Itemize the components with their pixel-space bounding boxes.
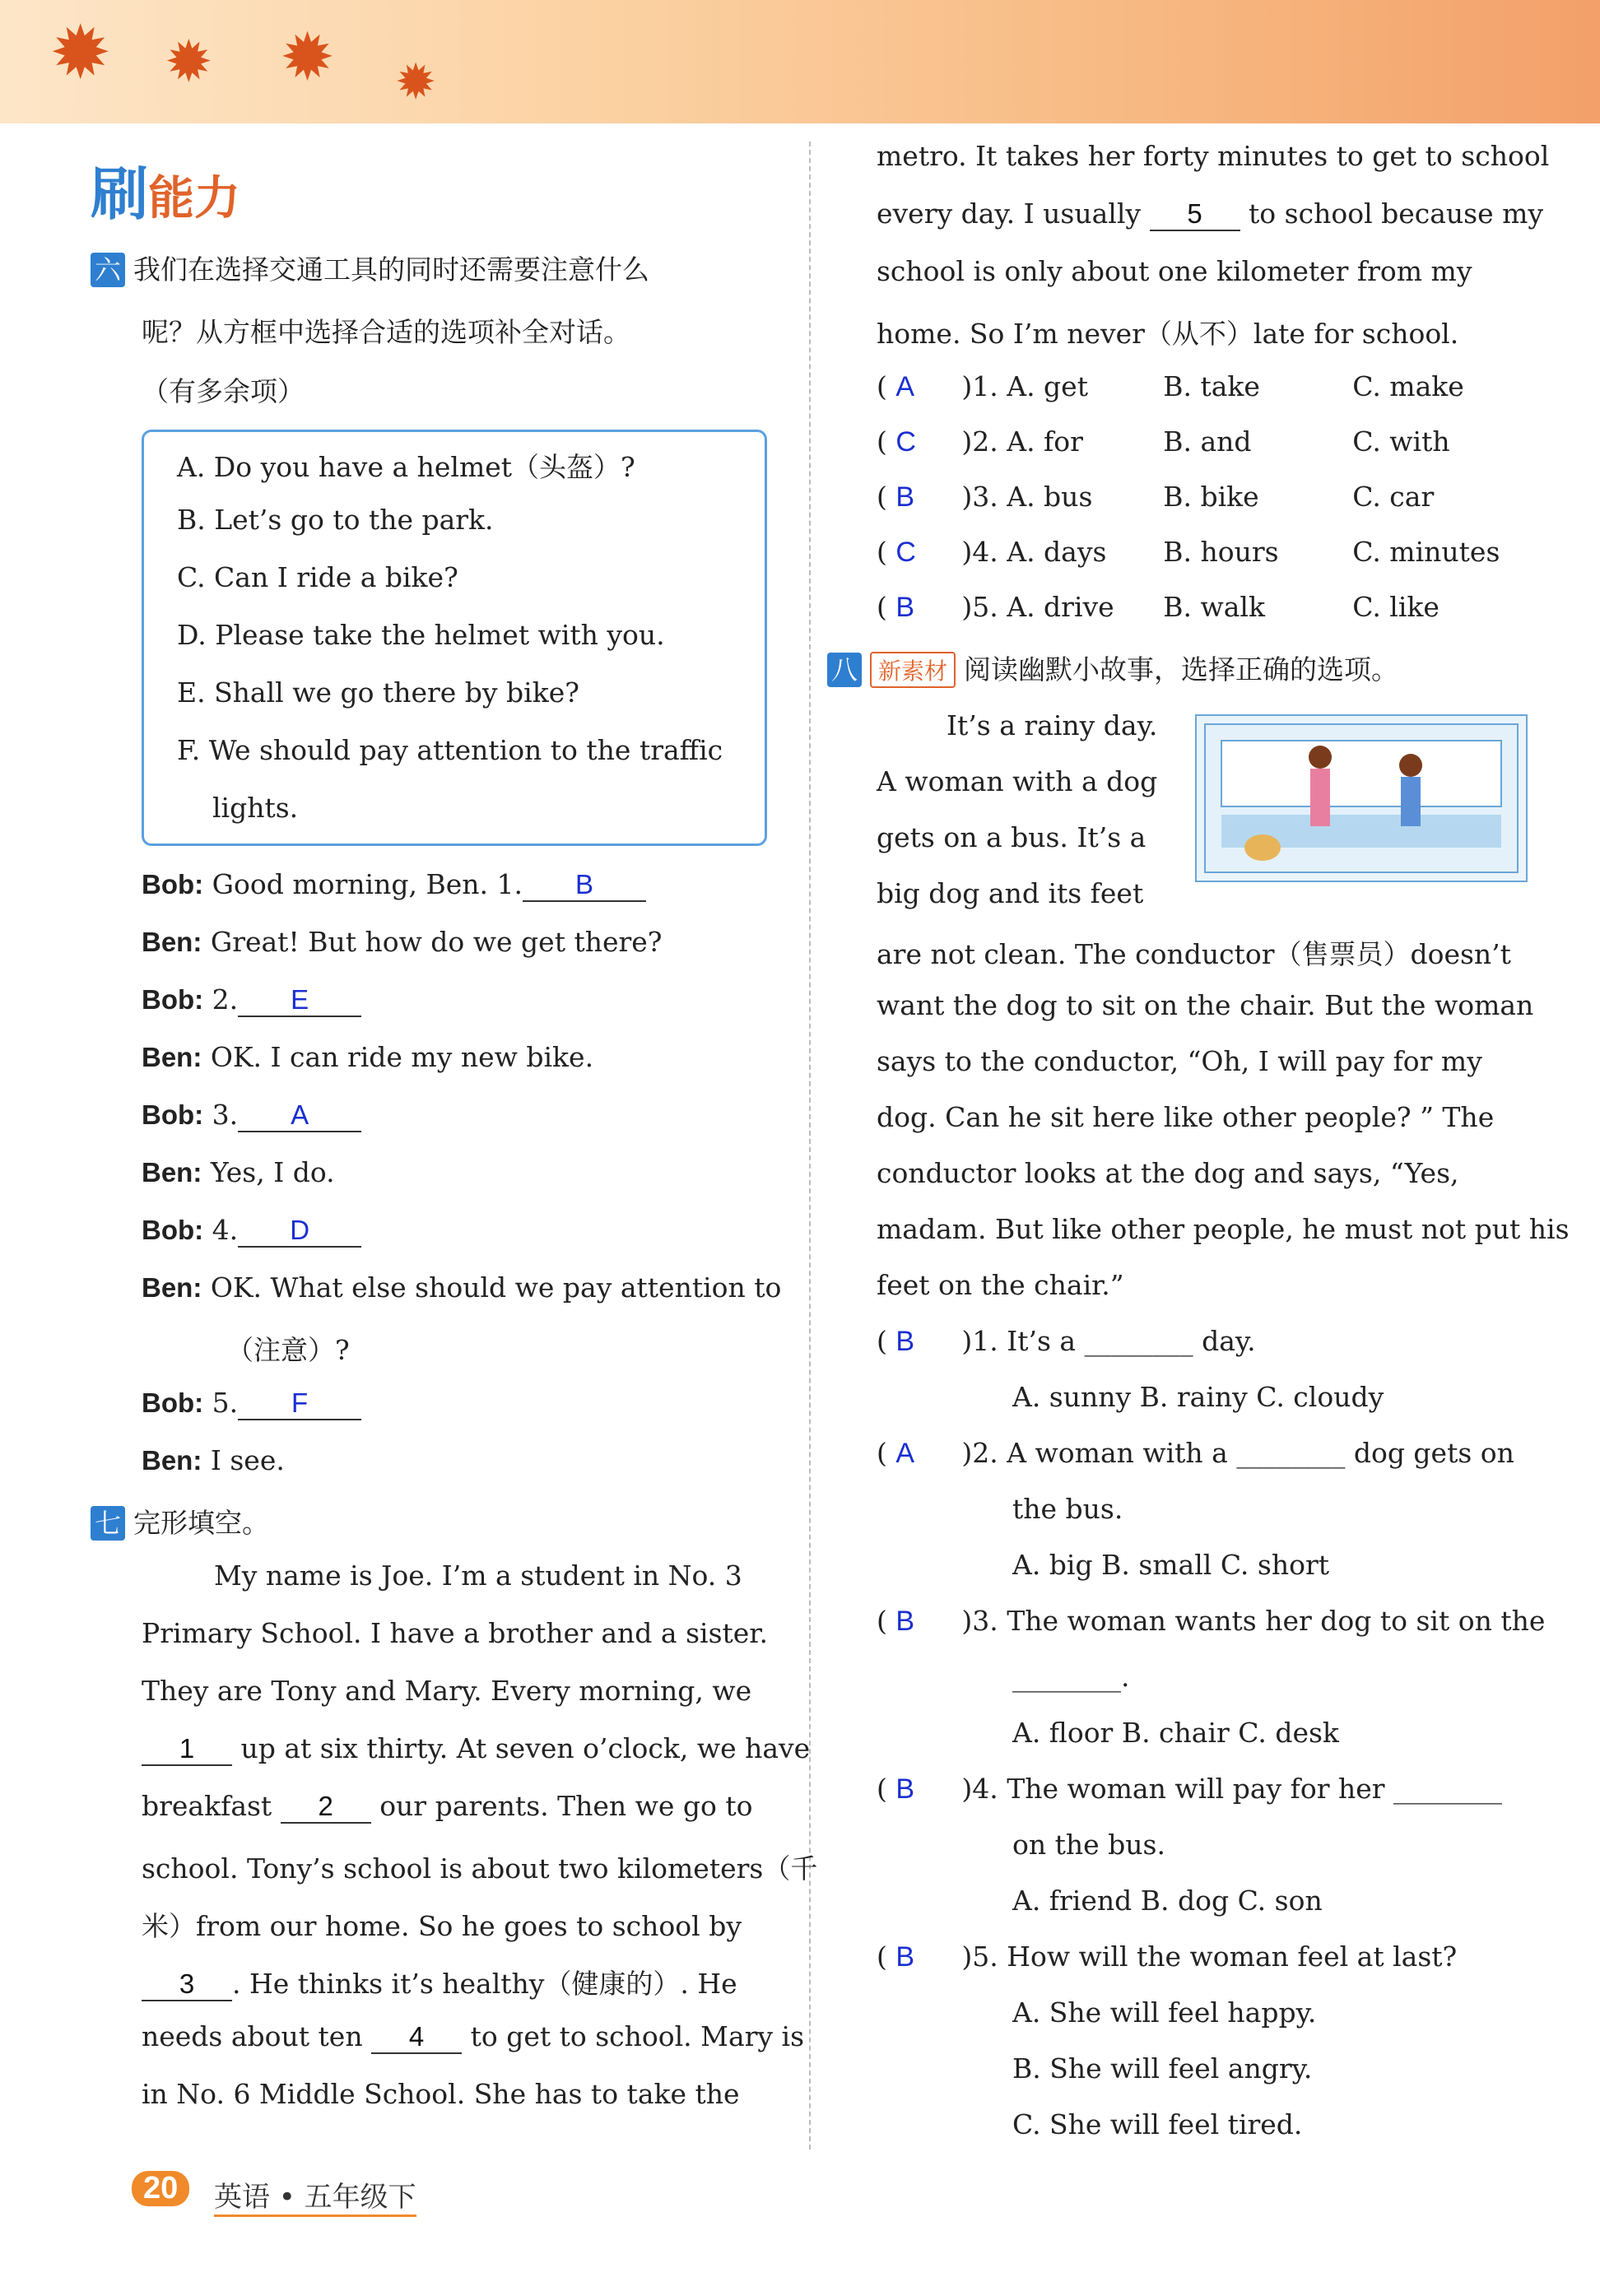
dialogue-line: Ben: I see. — [142, 1444, 285, 1476]
option-item: A. Do you have a helmet（头盔）? — [177, 451, 635, 483]
answer-mark[interactable]: C — [895, 537, 916, 568]
story-line: gets on a bus. It’s a — [877, 821, 1147, 853]
section6-instruction: 呢？从方框中选择合适的选项补全对话。 — [142, 316, 630, 348]
dialogue-line: Bob: Good morning, Ben. 1. B — [142, 868, 646, 902]
reading-question: ( B )4. The woman will pay for her ________ — [877, 1773, 1503, 1805]
maple-leaf-icon: ✹ — [165, 28, 213, 95]
dialogue-line: Bob: 2. E — [142, 983, 361, 1017]
dialogue-line: Ben: OK. What else should we pay attention to — [142, 1271, 782, 1304]
answer-mark[interactable]: B — [895, 481, 915, 513]
section6-instruction: 六 我们在选择交通工具的同时还需要注意什么 — [91, 249, 649, 287]
reading-question: ( B )5. How will the woman feel at last? — [877, 1940, 1458, 1973]
reading-options: A. big B. small C. short — [1012, 1549, 1329, 1581]
answer-mark[interactable]: B — [895, 1326, 915, 1357]
reading-question: the bus. — [1012, 1493, 1123, 1525]
cloze-blank: 2 — [281, 1791, 371, 1824]
cloze-blank: 3 — [142, 1968, 232, 2001]
cloze-question: ( B )3. A. bus B. bike C. car — [877, 481, 1435, 513]
section6-instruction: （有多余项） — [142, 375, 305, 407]
dialogue-line: Ben: OK. I can ride my new bike. — [142, 1041, 594, 1073]
answer-mark[interactable]: B — [895, 1606, 915, 1637]
cloze-line: 1 up at six thirty. At seven o’clock, we have — [142, 1732, 810, 1766]
answer-blank[interactable]: F — [238, 1387, 361, 1420]
story-line: madam. But like other people, he must not put his — [877, 1213, 1570, 1245]
cloze-line: 3 . He thinks it’s healthy（健康的）. He — [142, 1963, 737, 2001]
story-line: feet on the chair.” — [877, 1269, 1124, 1301]
option-item: lights. — [212, 792, 299, 824]
dialogue-line: Ben: Great! But how do we get there? — [142, 926, 663, 958]
answer-mark[interactable]: B — [895, 1941, 915, 1973]
answer-mark[interactable]: B — [895, 1773, 915, 1805]
cloze-blank: 4 — [371, 2021, 462, 2054]
maple-leaf-icon: ✹ — [49, 10, 112, 96]
maple-leaf-icon: ✹ — [395, 53, 437, 111]
answer-blank[interactable]: B — [523, 869, 646, 902]
reading-options: A. floor B. chair C. desk — [1012, 1717, 1339, 1749]
answer-mark[interactable]: C — [895, 426, 916, 458]
cloze-blank: 5 — [1150, 198, 1240, 231]
cloze-question: ( A )1. A. get B. take C. make — [877, 370, 1464, 402]
option-item: F. We should pay attention to the traffic — [177, 734, 723, 766]
option-item: E. Shall we go there by bike? — [177, 676, 579, 709]
cloze-line: school. Tony’s school is about two kilometers（千 — [142, 1852, 818, 1885]
cloze-question: ( C )4. A. days B. hours C. minutes — [877, 536, 1500, 568]
reading-question: ( B )1. It’s a ________ day. — [877, 1325, 1256, 1357]
reading-question: ( B )3. The woman wants her dog to sit on the — [877, 1605, 1546, 1637]
dialogue-line: Bob: 3. A — [142, 1099, 361, 1132]
option-item: D. Please take the helmet with you. — [177, 619, 665, 651]
cloze-line: My name is Joe. I’m a student in No. 3 — [214, 1559, 742, 1592]
bus-scene-image — [1197, 716, 1526, 881]
reading-options: C. She will feel tired. — [1012, 2108, 1303, 2140]
cloze-line: home. So I’m never（从不）late for school. — [877, 318, 1459, 350]
answer-blank[interactable]: D — [238, 1215, 361, 1248]
cloze-line: Primary School. I have a brother and a sister. — [142, 1617, 768, 1649]
reading-question: ________. — [1012, 1661, 1130, 1693]
story-line: dog. Can he sit here like other people? ” The — [877, 1101, 1495, 1133]
story-line: big dog and its feet — [877, 877, 1144, 909]
reading-options: A. sunny B. rainy C. cloudy — [1012, 1381, 1384, 1413]
maple-leaf-icon: ✹ — [280, 19, 336, 95]
story-line: It’s a rainy day. — [947, 709, 1158, 741]
cloze-question: ( B )5. A. drive B. walk C. like — [877, 591, 1440, 623]
section8-title: 八 新素材 阅读幽默小故事，选择正确的选项。 — [827, 648, 1398, 688]
answer-mark[interactable]: B — [895, 592, 915, 623]
cloze-question: ( C )2. A. for B. and C. with — [877, 425, 1450, 458]
cloze-line: in No. 6 Middle School. She has to take the — [142, 2078, 740, 2110]
reading-question: ( A )2. A woman with a ________ dog gets on — [877, 1437, 1514, 1469]
dialogue-line: Ben: Yes, I do. — [142, 1156, 335, 1188]
cloze-line: needs about ten 4 to get to school. Mary is — [142, 2020, 805, 2052]
reading-options: A. She will feel happy. — [1012, 1996, 1317, 2029]
bus-illustration — [1195, 714, 1528, 882]
story-line: are not clean. The conductor（售票员）doesn’t — [877, 938, 1511, 970]
cloze-line: every day. I usually 5 to school because my — [877, 198, 1544, 230]
answer-mark[interactable]: A — [895, 1438, 915, 1469]
answer-blank[interactable]: A — [238, 1099, 361, 1132]
reading-options: B. She will feel angry. — [1012, 2052, 1313, 2085]
cloze-line: breakfast 2 our parents. Then we go to — [142, 1790, 753, 1822]
option-item: C. Can I ride a bike? — [177, 561, 458, 593]
story-line: A woman with a dog — [877, 765, 1158, 797]
section7-title: 七 完形填空。 — [91, 1502, 269, 1541]
section-brand: 刷能力 — [91, 160, 240, 228]
cloze-line: metro. It takes her forty minutes to get to school — [877, 140, 1550, 172]
answer-mark[interactable]: A — [895, 371, 915, 402]
dialogue-line: （注意）? — [226, 1334, 350, 1366]
cloze-line: 米）from our home. So he goes to school by — [142, 1910, 742, 1942]
cloze-blank: 1 — [142, 1733, 232, 1766]
option-item: B. Let’s go to the park. — [177, 504, 494, 536]
answer-blank[interactable]: E — [238, 984, 361, 1017]
story-line: want the dog to sit on the chair. But the woman — [877, 989, 1534, 1021]
dialogue-line: Bob: 5. F — [142, 1387, 361, 1420]
footer-label: 英语 • 五年级下 — [214, 2174, 416, 2217]
reading-question: on the bus. — [1012, 1829, 1165, 1861]
reading-options: A. friend B. dog C. son — [1012, 1885, 1323, 1917]
page-number: 20 — [132, 2171, 189, 2206]
story-line: says to the conductor, “Oh, I will pay for my — [877, 1045, 1482, 1077]
cloze-line: school is only about one kilometer from my — [877, 255, 1472, 287]
cloze-line: They are Tony and Mary. Every morning, we — [142, 1675, 752, 1707]
story-line: conductor looks at the dog and says, “Yes, — [877, 1157, 1459, 1189]
dialogue-line: Bob: 4. D — [142, 1214, 361, 1248]
header-band — [0, 0, 1600, 123]
